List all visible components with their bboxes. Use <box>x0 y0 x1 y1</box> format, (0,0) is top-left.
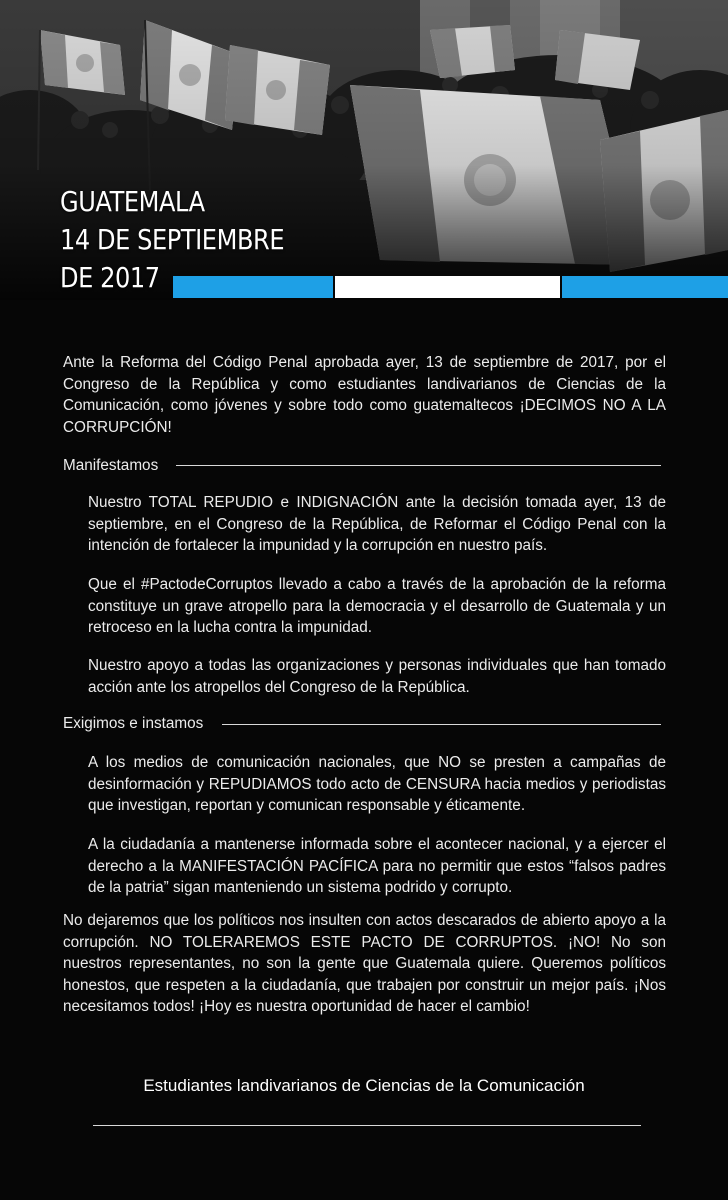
demand-point-2: A la ciudadanía a mantenerse informada sobre el acontecer nacional, y a ejercer el derecho a la MANIFESTACIÓN PACÍFICA para no permitir que estos “falsos padres de la patria” sigan manteniendo un sistema podrido y corrupto. <box>88 836 666 896</box>
section-heading-manifestamos: Manifestamos <box>63 457 159 474</box>
section-divider <box>176 465 661 466</box>
flag-stripe-white <box>335 276 560 298</box>
manifest-point-3: Nuestro apoyo a todas las organizaciones y personas individuales que han tomado acción ante los atropellos del Congreso de la República. <box>88 657 666 696</box>
flag-stripe-blue-right <box>562 276 728 298</box>
section-heading-exigimos: Exigimos e instamos <box>63 715 204 732</box>
demand-point-1: A los medios de comunicación nacionales, que NO se presten a campañas de desinformación y REPUDIAMOS todo acto de CENSURA hacia medios y periodistas que investigan, reportan y comunican responsable y éticamente. <box>88 754 666 814</box>
manifest-point-2: Que el #PactodeCorruptos llevado a cabo a través de la aprobación de la reforma constituye un grave atropello para la democracia y el desarrollo de Guatemala y un retroceso en la lucha contra la impunidad. <box>88 576 666 636</box>
signature-rule <box>93 1125 641 1126</box>
intro-paragraph: Ante la Reforma del Código Penal aprobada ayer, 13 de septiembre de 2017, por el Congreso de la República y como estudiantes landivarianos de Ciencias de la Comunicación, como jóvenes y sobre todo como guatemaltecos ¡DECIMOS NO A LA CORRUPCIÓN! <box>63 354 666 436</box>
headline-line-2: 14 DE SEPTIEMBRE <box>60 223 285 256</box>
headline-line-3: DE 2017 <box>60 261 160 294</box>
closing-paragraph: No dejaremos que los políticos nos insulten con actos descarados de abierto apoyo a la corrupción. NO TOLERAREMOS ESTE PACTO DE CORRUPTOS. ¡NO! No son nuestros representantes, no son la gente que Guatemala quiere. Queremos políticos honestos, que respeten a la ciudadanía, que trabajen por construir un mejor país. ¡Nos necesitamos todos! ¡Hoy es nuestra oportunidad de hacer el cambio! <box>63 912 666 1015</box>
section-divider <box>222 724 661 725</box>
signature: Estudiantes landivarianos de Ciencias de la Comunicación <box>143 1076 585 1095</box>
flag-stripe-blue-left <box>173 276 333 298</box>
header-photo <box>0 0 728 300</box>
headline-line-1: GUATEMALA <box>60 185 205 218</box>
manifest-point-1: Nuestro TOTAL REPUDIO e INDIGNACIÓN ante la decisión tomada ayer, 13 de septiembre, en el Congreso de la República, de Reformar el Código Penal con la intención de fortalecer la impunidad y la corrupción en nuestro país. <box>88 494 666 554</box>
